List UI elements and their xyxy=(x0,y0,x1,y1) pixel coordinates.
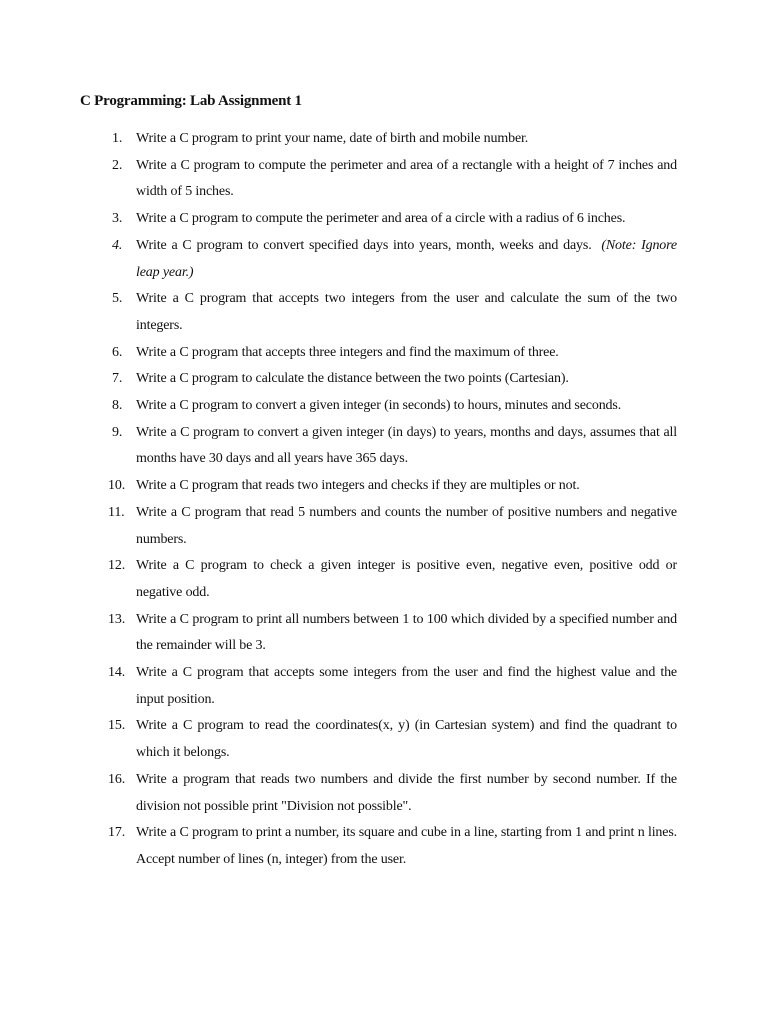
item-text: Write a C program that accepts three integers and find the maximum of three. xyxy=(136,344,559,360)
item-number: 6. xyxy=(112,344,123,360)
item-text: Write a C program to check a given integer is positive even, negative even, positive odd or negative odd. xyxy=(136,558,677,600)
item-number: 5. xyxy=(112,291,123,307)
item-number: 10. xyxy=(108,478,126,494)
item-number: 16. xyxy=(108,771,126,787)
item-text: Write a C program to convert a given integer (in seconds) to hours, minutes and seconds. xyxy=(136,398,622,414)
item-text: Write a C program that read 5 numbers and counts the number of positive numbers and negative numbers. xyxy=(136,504,677,547)
list-item xyxy=(0,153,677,206)
item-text: Write a C program to compute the perimeter and area of a rectangle with a height of 7 inches and width of 5 inches. xyxy=(136,157,677,200)
item-number: 9. xyxy=(112,424,123,440)
assignment-list xyxy=(0,126,768,874)
item-number: 12. xyxy=(108,558,126,574)
item-number: 15. xyxy=(108,718,126,734)
item-text: Write a C program that accepts some integers from the user and find the highest value and the input position. xyxy=(136,665,677,707)
list-item xyxy=(0,500,677,553)
item-text: Write a C program that accepts two integers from the user and calculate the sum of the two integers. xyxy=(136,291,677,333)
item-number: 3. xyxy=(112,211,123,227)
item-number: 2. xyxy=(112,157,123,173)
list-item xyxy=(0,420,677,473)
item-number: 7. xyxy=(112,371,123,387)
item-text: Write a C program that reads two integers and checks if they are multiples or not. xyxy=(136,478,580,494)
item-text: Write a program that reads two numbers and divide the first number by second number. If the division not possible print "Division not possible". xyxy=(136,771,677,814)
item-number: 17. xyxy=(108,825,126,841)
list-item xyxy=(0,126,677,153)
item-note: (Note: Ignore leap year.) xyxy=(136,237,677,280)
item-number: 13. xyxy=(108,611,126,627)
item-text: Write a C program to convert a given integer (in days) to years, months and days, assumes that all months have 30 days and all years have 365 days. xyxy=(136,424,677,467)
list-item xyxy=(0,660,677,713)
item-number: 11. xyxy=(108,504,125,520)
list-item xyxy=(0,767,677,820)
list-item xyxy=(0,206,677,233)
list-item xyxy=(0,233,677,286)
list-item xyxy=(0,713,677,766)
item-text: Write a C program to calculate the distance between the two points (Cartesian). xyxy=(136,371,569,387)
list-item xyxy=(0,473,677,500)
item-number: 14. xyxy=(108,665,126,681)
item-number: 4. xyxy=(112,237,123,253)
item-text: Write a C program to print your name, date of birth and mobile number. xyxy=(136,131,529,146)
list-item xyxy=(0,340,677,367)
list-item xyxy=(0,366,677,393)
document-title: C Programming: Lab Assignment 1 xyxy=(80,93,302,109)
item-text: Write a C program to convert specified days into years, month, weeks and days. xyxy=(136,237,592,253)
item-text: Write a C program to print a number, its square and cube in a line, starting from 1 and print n lines. Accept number of lines (n, integer) from the user. xyxy=(136,825,677,867)
list-item xyxy=(0,607,677,660)
item-number: 1. xyxy=(112,131,123,146)
item-text: Write a C program to read the coordinates(x, y) (in Cartesian system) and find the quadrant to which it belongs. xyxy=(136,718,677,761)
list-item xyxy=(0,553,677,606)
list-item xyxy=(0,393,677,420)
item-text: Write a C program to compute the perimeter and area of a circle with a radius of 6 inches. xyxy=(136,211,626,227)
list-item xyxy=(0,286,677,339)
list-item xyxy=(0,820,677,873)
item-text: Write a C program to print all numbers between 1 to 100 which divided by a specified number and the remainder will be 3. xyxy=(136,611,677,654)
item-number: 8. xyxy=(112,398,123,414)
